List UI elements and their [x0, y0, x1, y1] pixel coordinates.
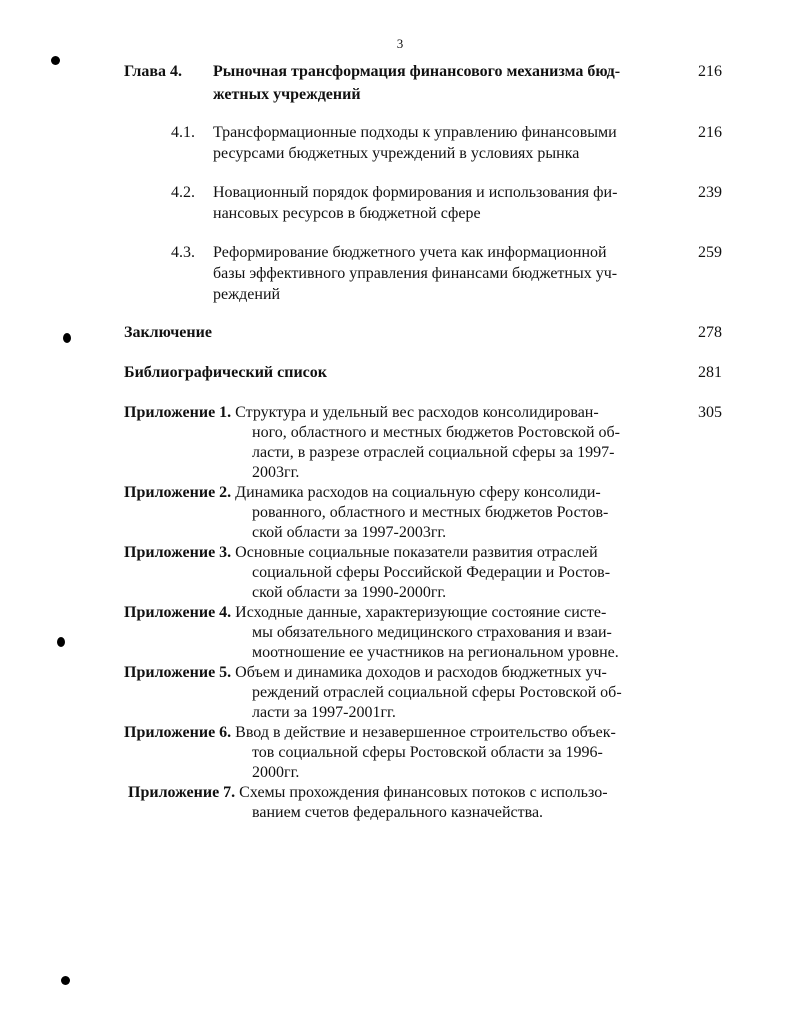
appendix-title-line: Ввод в действие и незавершенное строительство объек- [235, 724, 616, 741]
section-title-line: реждений [213, 286, 281, 303]
section-title-line: нансовых ресурсов в бюджетной сфере [213, 205, 481, 222]
appendix-title-line: реждений отраслей социальной сферы Ростовской об- [252, 684, 622, 701]
appendix-entry [124, 663, 607, 683]
appendix-title-line: Исходные данные, характеризующие состояние систе- [235, 604, 607, 621]
section-page-number: 239 [698, 184, 722, 201]
appendix-title-line: ванием счетов федерального казначейства. [252, 804, 544, 821]
appendix-title-line: Основные социальные показатели развития отраслей [235, 544, 598, 561]
conclusion-page-number: 278 [698, 324, 722, 341]
appendix-title-line: ного, областного и местных бюджетов Ростовской об- [252, 424, 621, 441]
appendix-title-line: Объем и динамика доходов и расходов бюджетных уч- [235, 664, 607, 681]
section-number: 4.3. [171, 244, 195, 261]
appendix-label: Приложение 7. [128, 784, 236, 801]
appendix-label: Приложение 5. [124, 664, 232, 681]
section-title-line: ресурсами бюджетных учреждений в условиях рынка [213, 145, 580, 162]
section-title-line: Новационный порядок формирования и использования фи- [213, 184, 618, 201]
appendix-entry [124, 603, 606, 623]
chapter-title-line: Рыночная трансформация финансового механизма бюд- [213, 63, 621, 80]
scan-speck [51, 56, 60, 65]
scan-speck [63, 333, 71, 343]
section-title-line: Реформирование бюджетного учета как информационной [213, 244, 607, 261]
appendix-title-line: ской области за 1990-2000гг. [252, 584, 447, 601]
appendix-title-line: ласти за 1997-2001гг. [252, 704, 396, 721]
bibliography-page-number: 281 [698, 364, 722, 381]
appendix-entry [128, 783, 608, 803]
chapter-page-number: 216 [698, 63, 722, 80]
appendix-entry [124, 723, 616, 743]
appendix-label: Приложение 3. [124, 544, 232, 561]
appendix-title-line: ласти, в разрезе отраслей социальной сферы за 1997- [252, 444, 615, 461]
appendix-label: Приложение 4. [124, 604, 232, 621]
appendix-title-line: рованного, областного и местных бюджетов Ростов- [252, 504, 609, 521]
appendix-title-line: социальной сферы Российской Федерации и Ростов- [252, 564, 611, 581]
appendix-page-number: 305 [698, 404, 722, 421]
section-title-line: базы эффективного управления финансами бюджетных уч- [213, 265, 618, 282]
appendix-label: Приложение 2. [124, 484, 232, 501]
appendix-title-line: Динамика расходов на социальную сферу консолиди- [235, 484, 601, 501]
appendix-entry [124, 403, 599, 423]
section-number: 4.1. [171, 124, 195, 141]
appendix-title-line: ской области за 1997-2003гг. [252, 524, 447, 541]
appendix-title-line: тов социальной сферы Ростовской области за 1996- [252, 744, 603, 761]
appendix-title-line: моотношение ее участников на региональном уровне. [252, 644, 619, 661]
appendix-label: Приложение 6. [124, 724, 232, 741]
appendix-title-line: 2003гг. [252, 464, 300, 481]
section-number: 4.2. [171, 184, 195, 201]
appendix-title-line: 2000гг. [252, 764, 300, 781]
appendix-title-line: Схемы прохождения финансовых потоков с использо- [239, 784, 608, 801]
chapter-label: Глава 4. [124, 63, 182, 80]
appendix-title-line: мы обязательного медицинского страхования и взаи- [252, 624, 612, 641]
bibliography-label: Библиографический список [124, 364, 327, 381]
chapter-title-line: жетных учреждений [213, 86, 361, 103]
appendix-title-line: Структура и удельный вес расходов консолидирован- [235, 404, 599, 421]
conclusion-label: Заключение [124, 324, 212, 341]
section-title-line: Трансформационные подходы к управлению финансовыми [213, 124, 617, 141]
appendix-label: Приложение 1. [124, 404, 232, 421]
section-page-number: 216 [698, 124, 722, 141]
page-number: 3 [396, 36, 404, 51]
appendix-entry [124, 543, 598, 563]
appendix-entry [124, 483, 601, 503]
scan-speck [57, 637, 65, 647]
scan-speck [61, 976, 70, 985]
section-page-number: 259 [698, 244, 722, 261]
